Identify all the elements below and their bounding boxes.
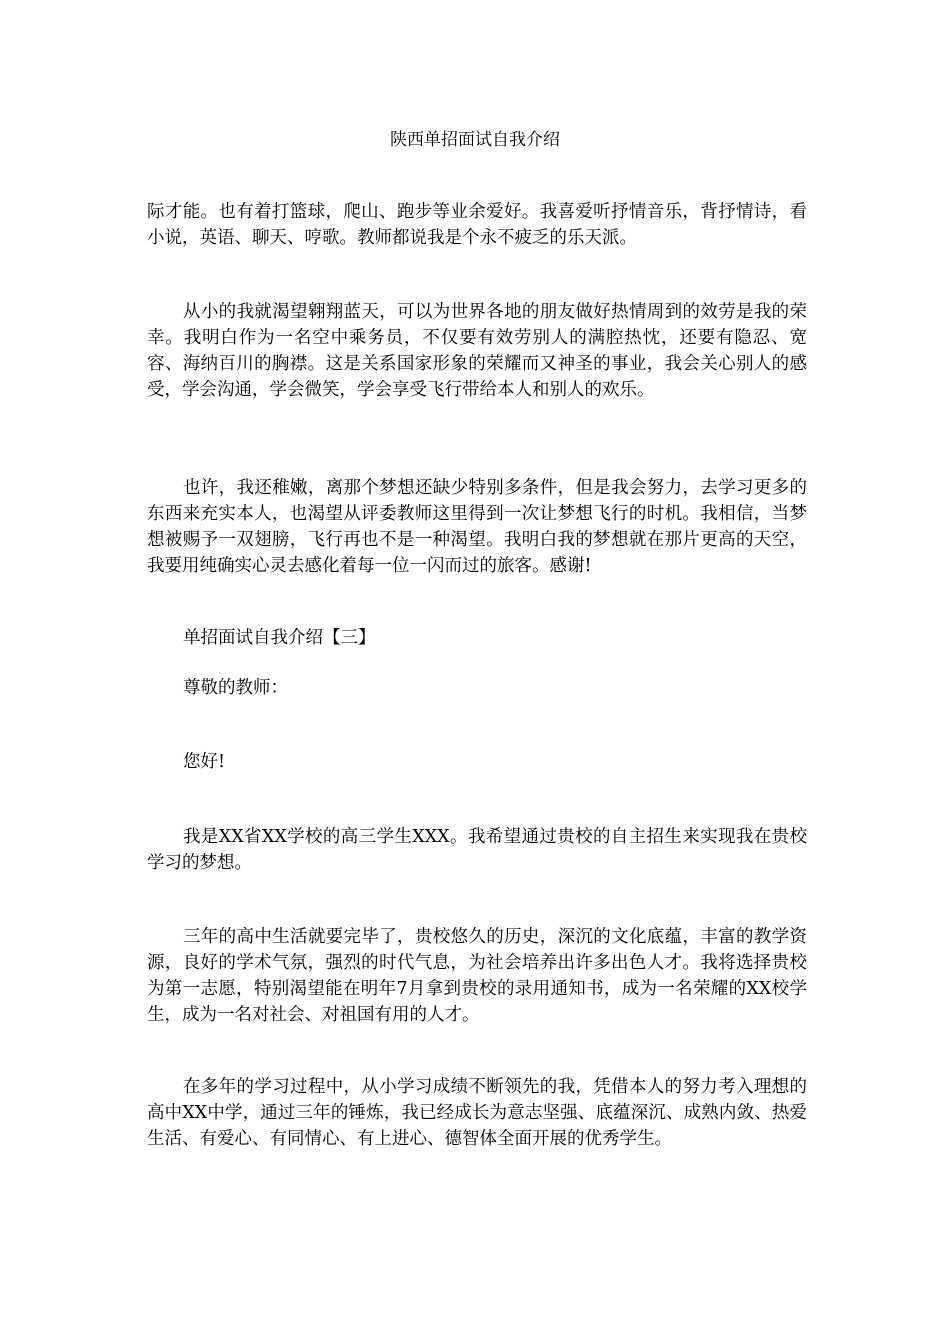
paragraph-3: 也许，我还稚嫩，离那个梦想还缺少特别多条件，但是我会努力，去学习更多的东西来充实本人，也渴望从评委教师这里得到一次让梦想飞行的时机。我相信，当梦想被赐予一双翅膀，飞行再也不是一种渴望。我明白我的梦想就在那片更高的天空，我要用纯确实心灵去感化着每一位一闪而过的旅客。感谢! [147,478,807,576]
greeting: 您好! [183,752,226,772]
paragraph-1: 际才能。也有着打篮球，爬山、跑步等业余爱好。我喜爱听抒情音乐，背抒情诗，看小说，英语、聊天、哼歌。教师都说我是个永不疲乏的乐天派。 [147,202,807,248]
section-heading: 单招面试自我介绍【三】 [183,628,376,648]
paragraph-study: 在多年的学习过程中，从小学习成绩不断领先的我，凭借本人的努力考入理想的高中XX中学，通过三年的锤炼，我已经成长为意志坚强、底蕴深沉、成熟内敛、热爱生活、有爱心、有同情心、有上进心、德智体全面开展的优秀学生。 [147,1077,807,1149]
paragraph-school: 三年的高中生活就要完毕了，贵校悠久的历史，深沉的文化底蕴，丰富的教学资源，良好的学术气氛，强烈的时代气息，为社会培养出许多出色人才。我将选择贵校为第一志愿，特别渴望能在明年7月拿到贵校的录用通知书，成为一名荣耀的XX校学生，成为一名对社会、对祖国有用的人才。 [147,927,807,1025]
salutation: 尊敬的教师： [183,678,288,698]
document-title: 陕西单招面试自我介绍 [390,130,560,150]
paragraph-2: 从小的我就渴望翱翔蓝天，可以为世界各地的朋友做好热情周到的效劳是我的荣幸。我明白作为一名空中乘务员，不仅要有效劳别人的满腔热忱，还要有隐忍、宽容、海纳百川的胸襟。这是关系国家形象的荣耀而又神圣的事业，我会关心别人的感受，学会沟通，学会微笑，学会享受飞行带给本人和别人的欢乐。 [147,302,807,400]
paragraph-intro: 我是XX省XX学校的高三学生XXX。我希望通过贵校的自主招生来实现我在贵校学习的梦想。 [147,827,807,873]
